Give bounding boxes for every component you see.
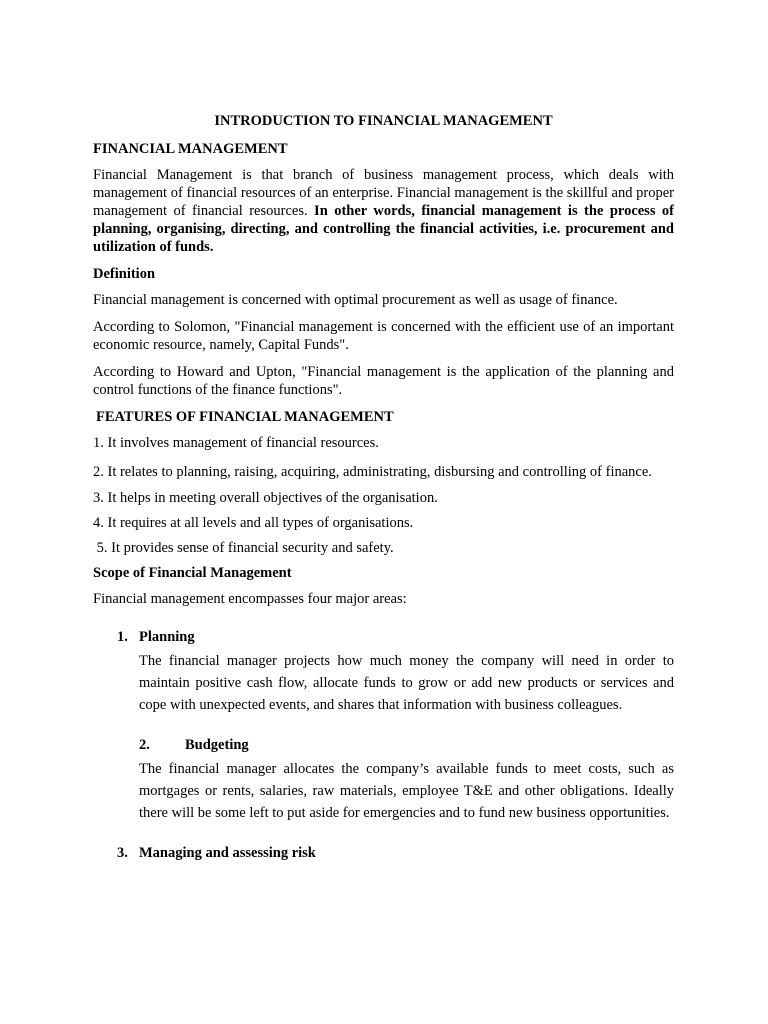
intro-paragraph — [93, 166, 674, 256]
definition-paragraph: According to Howard and Upton, "Financial management is the application of the planning and control functions of the finance functions". — [93, 364, 674, 398]
area-body: The financial manager allocates the company’s available funds to meet costs, such as mortgages or rents, salaries, raw materials, employee T&E and other obligations. Ideally there will be some left to put aside for emergencies and to fund new business opportunities. — [139, 761, 674, 821]
definition-heading: Definition — [93, 266, 156, 282]
document-title: INTRODUCTION TO FINANCIAL MANAGEMENT — [214, 113, 553, 129]
intro-text: Financial Management is that branch of business management process, which deals with management of financial resources of an enterprise. Financial management is the skillful and proper management of financial resources. — [93, 167, 674, 219]
scope-heading: Scope of Financial Management — [93, 565, 292, 581]
feature-item: 3. It helps in meeting overall objectives of the organisation. — [93, 490, 438, 506]
area-name: Budgeting — [185, 737, 249, 753]
scope-area-planning — [93, 628, 674, 716]
features-heading: FEATURES OF FINANCIAL MANAGEMENT — [96, 409, 394, 425]
feature-item: 4. It requires at all levels and all types of organisations. — [93, 515, 414, 531]
features-list — [93, 434, 674, 557]
area-body: The financial manager projects how much money the company will need in order to maintain positive cash flow, allocate funds to grow or add new products or services and cope with unexpected events, and shares that information with business colleagues. — [139, 653, 674, 713]
feature-item: 1. It involves management of financial resources. — [93, 435, 379, 451]
definition-paragraph: According to Solomon, "Financial management is concerned with the efficient use of an important economic resource, namely, Capital Funds". — [93, 319, 674, 353]
area-number: 2. — [139, 737, 150, 753]
section-heading-financial-management: FINANCIAL MANAGEMENT — [93, 141, 288, 157]
scope-area-budgeting — [93, 736, 674, 824]
area-name: Planning — [139, 629, 195, 645]
scope-area-managing-risk — [93, 844, 674, 862]
feature-item: 2. It relates to planning, raising, acquiring, administrating, disbursing and controlling of finance. — [93, 464, 652, 480]
area-name: Managing and assessing risk — [139, 845, 316, 861]
scope-intro: Financial management encompasses four major areas: — [93, 591, 407, 607]
area-number: 1. — [117, 629, 128, 645]
intro-bold-text: In other words, financial management is the process of planning, organising, directing, and controlling the financial activities, i.e. procurement and utilization of funds. — [93, 203, 674, 255]
definition-paragraph: Financial management is concerned with optimal procurement as well as usage of finance. — [93, 292, 618, 308]
feature-item: 5. It provides sense of financial security and safety. — [93, 540, 394, 556]
document-page — [93, 112, 674, 882]
area-number: 3. — [117, 845, 128, 861]
